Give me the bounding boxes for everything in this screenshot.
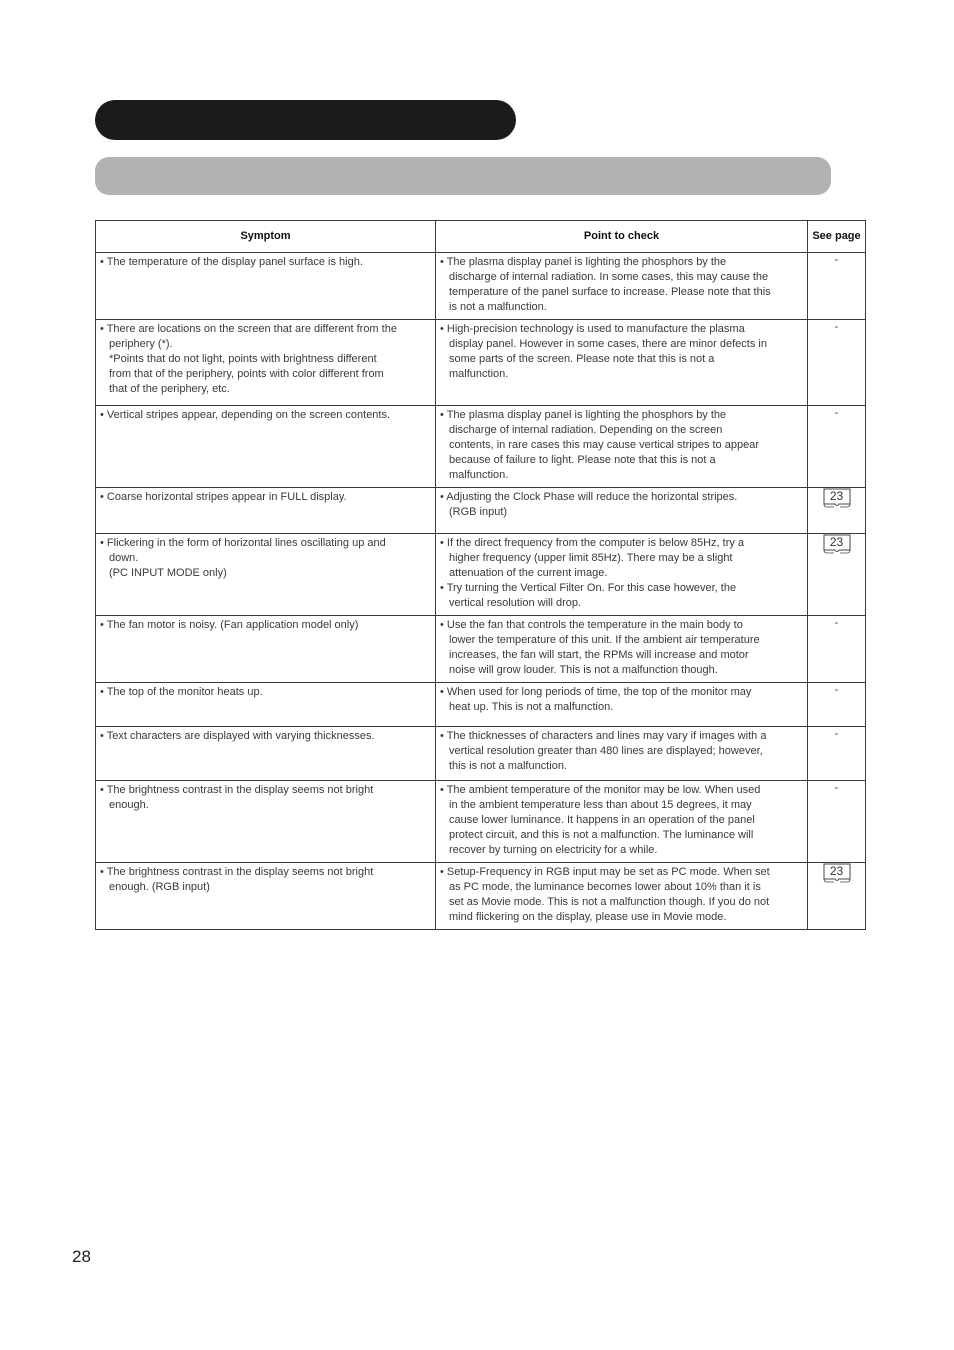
table-row xyxy=(96,488,866,534)
cell-line: • Flickering in the form of horizontal lines oscillating up and xyxy=(100,537,386,549)
cell-line: • The plasma display panel is lighting the phosphors by the xyxy=(440,409,727,421)
header-symptom: Symptom xyxy=(96,221,436,253)
see-page-cell xyxy=(808,727,866,781)
cell-line: • The plasma display panel is lighting the phosphors by the xyxy=(440,256,727,268)
cell-line: vertical resolution greater than 480 lines are displayed; however, xyxy=(449,745,763,757)
no-page-dash: - xyxy=(834,407,839,419)
no-page-dash: - xyxy=(834,321,839,333)
table-header-row xyxy=(96,221,866,253)
see-page-cell xyxy=(808,320,866,406)
see-page-cell xyxy=(808,406,866,488)
symptom-cell xyxy=(96,683,436,727)
header-see-page: See page xyxy=(808,221,866,253)
point-to-check-cell xyxy=(436,320,808,406)
cell-line: vertical resolution will drop. xyxy=(449,597,582,609)
cell-line: attenuation of the current image. xyxy=(449,567,608,579)
symptom-cell xyxy=(96,406,436,488)
page-ref-number: 23 xyxy=(829,489,844,503)
cell-line: • There are locations on the screen that are different from the xyxy=(100,323,397,335)
section-header-bar xyxy=(95,100,516,140)
see-page-cell xyxy=(808,534,866,616)
symptom-cell xyxy=(96,320,436,406)
cell-line: because of failure to light. Please note that this is not a xyxy=(449,454,716,466)
no-page-dash: - xyxy=(834,254,839,266)
cell-line: • The temperature of the display panel surface is high. xyxy=(100,256,363,268)
header-point-to-check: Point to check xyxy=(436,221,808,253)
cell-line: • The brightness contrast in the display seems not bright xyxy=(100,784,374,796)
cell-line: enough. (RGB input) xyxy=(109,881,210,893)
no-page-dash: - xyxy=(834,782,839,794)
no-page-dash: - xyxy=(834,617,839,629)
symptom-cell xyxy=(96,488,436,534)
cell-line: discharge of internal radiation. Depending on the screen xyxy=(449,424,723,436)
no-page-dash: - xyxy=(834,684,839,696)
table-row xyxy=(96,683,866,727)
cell-line: • The ambient temperature of the monitor may be low. When used xyxy=(440,784,761,796)
point-to-check-cell xyxy=(436,616,808,683)
cell-line: protect circuit, and this is not a malfunction. The luminance will xyxy=(449,829,754,841)
symptom-cell xyxy=(96,616,436,683)
symptom-cell xyxy=(96,253,436,320)
symptom-cell xyxy=(96,863,436,930)
cell-line: • When used for long periods of time, the top of the monitor may xyxy=(440,686,752,698)
cell-line: contents, in rare cases this may cause vertical stripes to appear xyxy=(449,439,759,451)
cell-line: is not a malfunction. xyxy=(449,301,547,313)
cell-line: *Points that do not light, points with brightness different xyxy=(109,353,377,365)
cell-line: set as Movie mode. This is not a malfunction though. If you do not xyxy=(449,896,770,908)
table-row xyxy=(96,253,866,320)
see-page-cell xyxy=(808,253,866,320)
subsection-header-bar xyxy=(95,157,831,195)
table-row xyxy=(96,320,866,406)
see-page-cell xyxy=(808,683,866,727)
point-to-check-cell xyxy=(436,727,808,781)
cell-line: discharge of internal radiation. In some cases, this may cause the xyxy=(449,271,769,283)
book-page-ref-icon[interactable] xyxy=(823,534,851,554)
cell-line: (RGB input) xyxy=(449,506,508,518)
book-page-ref-icon[interactable] xyxy=(823,863,851,883)
cell-line: as PC mode, the luminance becomes lower about 10% than it is xyxy=(449,881,761,893)
cell-line: • The top of the monitor heats up. xyxy=(100,686,263,698)
cell-line: this is not a malfunction. xyxy=(449,760,568,772)
cell-line: malfunction. xyxy=(449,469,509,481)
table-row xyxy=(96,534,866,616)
table-row xyxy=(96,406,866,488)
cell-line: • The brightness contrast in the display seems not bright xyxy=(100,866,374,878)
cell-line: higher frequency (upper limit 85Hz). There may be a slight xyxy=(449,552,733,564)
table-row xyxy=(96,863,866,930)
cell-line: • If the direct frequency from the computer is below 85Hz, try a xyxy=(440,537,745,549)
point-to-check-cell xyxy=(436,683,808,727)
cell-line: enough. xyxy=(109,799,149,811)
see-page-cell xyxy=(808,781,866,863)
cell-line: in the ambient temperature less than about 15 degrees, it may xyxy=(449,799,752,811)
cell-line: temperature of the panel surface to increase. Please note that this xyxy=(449,286,771,298)
see-page-cell xyxy=(808,616,866,683)
cell-line: cause lower luminance. It happens in an operation of the panel xyxy=(449,814,755,826)
cell-line: (PC INPUT MODE only) xyxy=(109,567,227,579)
cell-line: mind flickering on the display, please use in Movie mode. xyxy=(449,911,727,923)
cell-line: noise will grow louder. This is not a malfunction though. xyxy=(449,664,718,676)
point-to-check-cell xyxy=(436,488,808,534)
book-page-ref-icon[interactable] xyxy=(823,488,851,508)
cell-line: some parts of the screen. Please note that this is not a xyxy=(449,353,715,365)
table-row xyxy=(96,616,866,683)
point-to-check-cell xyxy=(436,406,808,488)
cell-line: • Vertical stripes appear, depending on the screen contents. xyxy=(100,409,391,421)
cell-line: that of the periphery, etc. xyxy=(109,383,230,395)
cell-line: malfunction. xyxy=(449,368,509,380)
cell-line: • Try turning the Vertical Filter On. For this case however, the xyxy=(440,582,737,594)
cell-line: • Setup-Frequency in RGB input may be set as PC mode. When set xyxy=(440,866,770,878)
cell-line: • Use the fan that controls the temperature in the main body to xyxy=(440,619,743,631)
page-ref-number: 23 xyxy=(829,535,844,549)
cell-line: • Coarse horizontal stripes appear in FULL display. xyxy=(100,491,347,503)
no-page-dash: - xyxy=(834,728,839,740)
cell-line: • High-precision technology is used to manufacture the plasma xyxy=(440,323,745,335)
cell-line: periphery (*). xyxy=(109,338,173,350)
see-page-cell xyxy=(808,488,866,534)
table-row xyxy=(96,781,866,863)
symptom-cell xyxy=(96,534,436,616)
cell-line: increases, the fan will start, the RPMs will increase and motor xyxy=(449,649,749,661)
cell-line: • Text characters are displayed with varying thicknesses. xyxy=(100,730,375,742)
cell-line: heat up. This is not a malfunction. xyxy=(449,701,614,713)
symptom-cell xyxy=(96,781,436,863)
cell-line: • Adjusting the Clock Phase will reduce the horizontal stripes. xyxy=(440,491,738,503)
symptom-cell xyxy=(96,727,436,781)
table-row xyxy=(96,727,866,781)
page-number: 28 xyxy=(72,1247,91,1266)
troubleshooting-table xyxy=(95,220,866,930)
point-to-check-cell xyxy=(436,781,808,863)
cell-line: display panel. However in some cases, there are minor defects in xyxy=(449,338,767,350)
page-ref-number: 23 xyxy=(829,864,844,878)
cell-line: down. xyxy=(109,552,139,564)
cell-line: from that of the periphery, points with color different from xyxy=(109,368,384,380)
cell-line: • The fan motor is noisy. (Fan application model only) xyxy=(100,619,359,631)
see-page-cell xyxy=(808,863,866,930)
cell-line: lower the temperature of this unit. If the ambient air temperature xyxy=(449,634,760,646)
point-to-check-cell xyxy=(436,253,808,320)
point-to-check-cell xyxy=(436,534,808,616)
cell-line: recover by turning on electricity for a while. xyxy=(449,844,658,856)
point-to-check-cell xyxy=(436,863,808,930)
cell-line: • The thicknesses of characters and lines may vary if images with a xyxy=(440,730,767,742)
